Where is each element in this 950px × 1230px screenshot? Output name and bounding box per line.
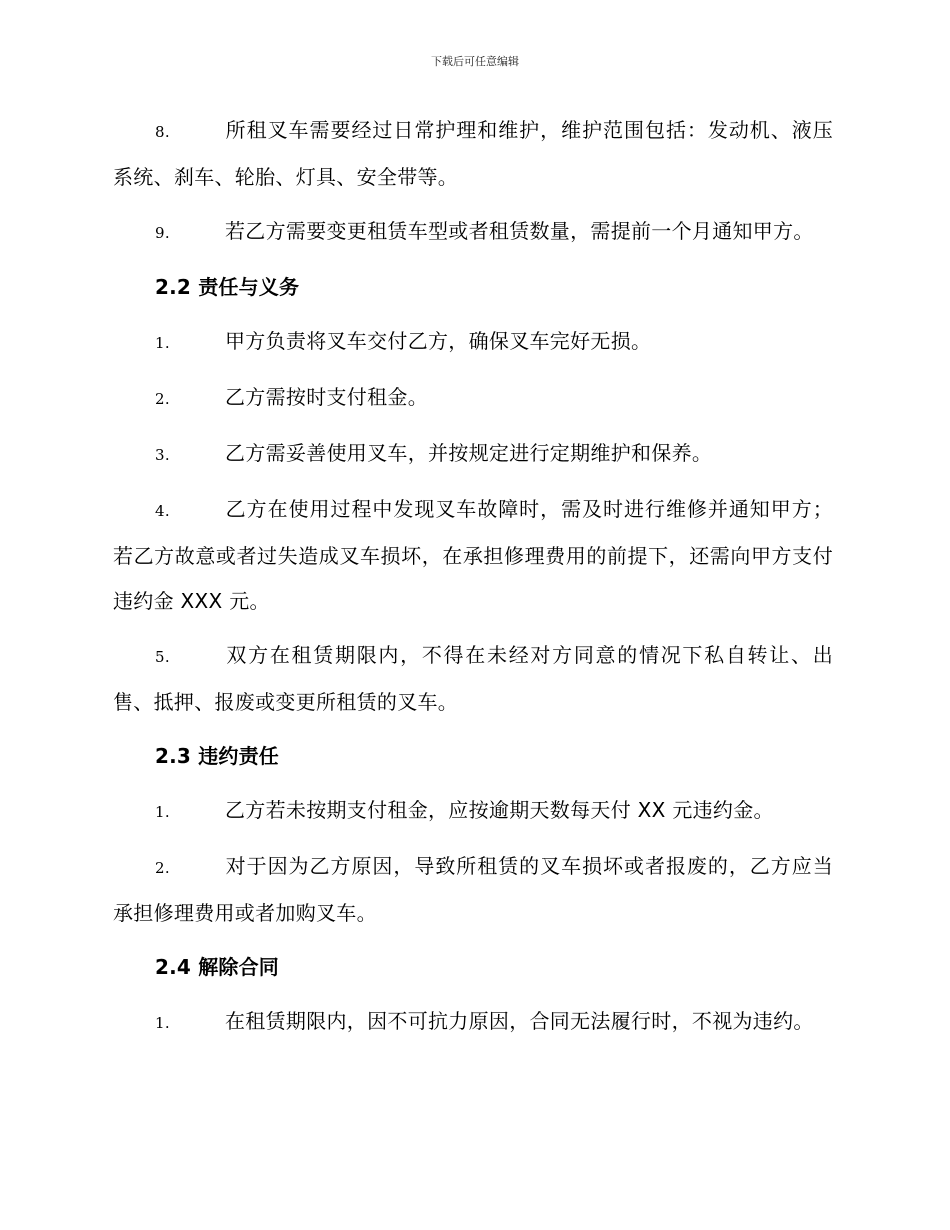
clause-text: 对于因为乙方原因，导致所租赁的叉车损坏或者报废的，乙方应当承担修理费用或者加购叉车。 <box>113 854 833 925</box>
clause-item <box>113 633 833 725</box>
clause-item <box>113 431 833 478</box>
clause-text: 乙方需妥善使用叉车，并按规定进行定期维护和保养。 <box>225 441 713 465</box>
clause-item <box>113 999 833 1046</box>
clause-text: 乙方在使用过程中发现叉车故障时，需及时进行维修并通知甲方；若乙方故意或者过失造成叉车损坏，在承担修理费用的前提下，还需向甲方支付违约金 XXX 元。 <box>113 497 833 613</box>
section-heading: 2.4 解除合同 <box>155 955 279 979</box>
clause-text: 若乙方需要变更租赁车型或者租赁数量，需提前一个月通知甲方。 <box>225 219 814 243</box>
clause-number: 9. <box>155 224 170 242</box>
clause-number: 1. <box>155 334 170 352</box>
clause-item <box>113 375 833 422</box>
clause-number: 4. <box>155 502 170 520</box>
clause-number: 5. <box>155 648 170 666</box>
clause-number: 3. <box>155 446 170 464</box>
page-header-note: 下载后可任意编辑 <box>431 55 519 68</box>
clause-number: 1. <box>155 803 170 821</box>
clause-text: 在租赁期限内，因不可抗力原因，合同无法履行时，不视为违约。 <box>225 1009 814 1033</box>
clause-item <box>113 209 833 256</box>
clause-item <box>113 788 833 835</box>
clause-text: 乙方若未按期支付租金，应按逾期天数每天付 XX 元违约金。 <box>225 798 774 822</box>
section-heading: 2.2 责任与义务 <box>155 275 300 299</box>
clause-number: 2. <box>155 859 170 877</box>
clause-number: 2. <box>155 390 170 408</box>
clause-item <box>113 319 833 366</box>
clause-text: 所租叉车需要经过日常护理和维护，维护范围包括：发动机、液压系统、刹车、轮胎、灯具、安全带等。 <box>113 118 833 189</box>
clause-text: 甲方负责将叉车交付乙方，确保叉车完好无损。 <box>225 329 652 353</box>
clause-text: 双方在租赁期限内，不得在未经对方同意的情况下私自转让、出售、抵押、报废或变更所租赁的叉车。 <box>113 643 833 714</box>
clause-item <box>113 844 833 936</box>
clause-item <box>113 108 833 200</box>
clause-number: 8. <box>155 123 170 141</box>
clause-item <box>113 487 833 624</box>
clause-number: 1. <box>155 1014 170 1032</box>
clause-text: 乙方需按时支付租金。 <box>225 385 428 409</box>
document-body <box>113 108 833 1055</box>
section-heading: 2.3 违约责任 <box>155 744 279 768</box>
